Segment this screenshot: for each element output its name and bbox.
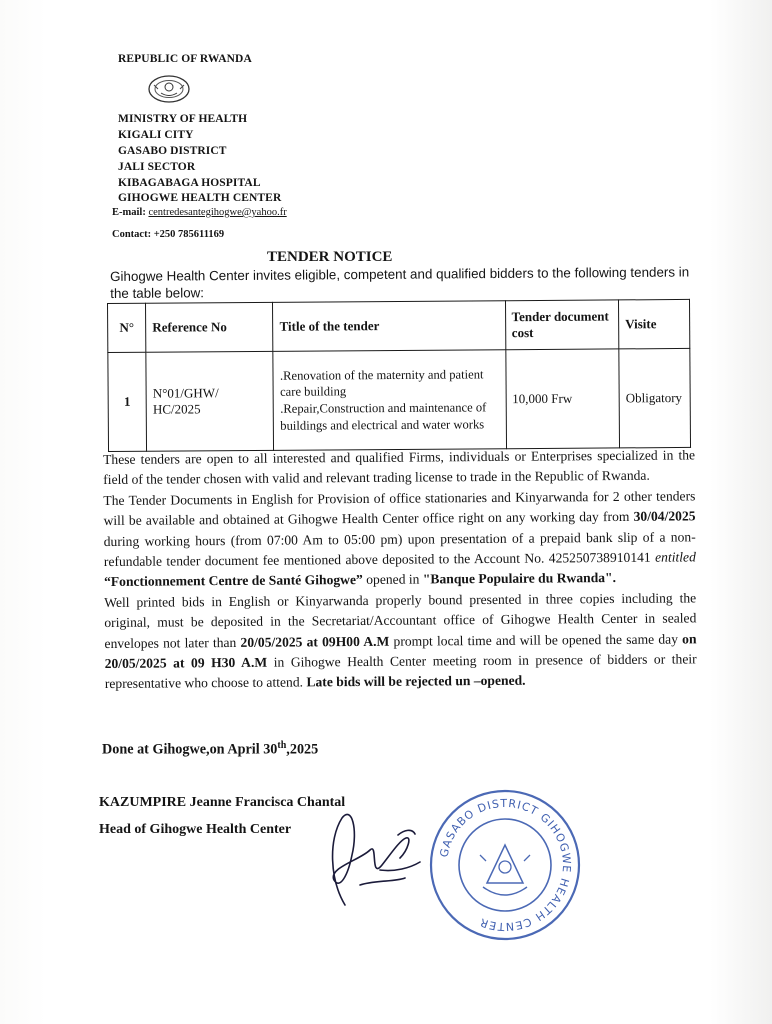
email-link[interactable]: centredesantegihogwe@yahoo.fr <box>148 207 287 218</box>
notice-title: TENDER NOTICE <box>267 249 393 265</box>
header-cost: Tender document cost <box>505 300 619 350</box>
done-at-line: Done at Gihogwe,on April 30th,2025 <box>102 740 319 758</box>
header-no: N° <box>108 303 147 352</box>
header-title: Title of the tender <box>273 301 505 352</box>
availability-date: 30/04/2025 <box>633 508 696 525</box>
tender-table <box>107 299 691 452</box>
contact-line: Contact: +250 785611169 <box>112 229 225 240</box>
opening-time: on 20/05/2025 at 09 H30 A.M <box>104 631 697 672</box>
email-line <box>112 207 287 218</box>
email-label: E-mail: <box>112 207 146 218</box>
center-line: GIHOGWE HEALTH CENTER <box>118 192 282 204</box>
hospital-line: KIBAGABAGA HOSPITAL <box>118 177 261 189</box>
paragraph-documents: The Tender Documents in English for Provision of office stationaries and Kinyarwanda for 2 other tenders will be available and obtained at Gihogwe Health Center office right on any working day from 30/04/2025 during working hours (from 07:00 Am to 05:00 pm) upon presentation of a prepaid bank slip of a non-refundable tender document fee mentioned above deposited to the Account No. 425250738910141 entitled “Fonctionnement Centre de Santé Gihogwe” opened in "Banque Populaire du Rwanda". <box>103 488 696 590</box>
sector-line: JALI SECTOR <box>118 161 196 173</box>
row-cost: 10,000 Frw <box>505 349 619 449</box>
header-visite: Visite <box>619 299 690 348</box>
row-title-line2: .Repair,Construction and maintenance of buildings and electrical and water works <box>280 400 487 433</box>
notice-intro: Gihogwe Health Center invites eligible, competent and qualified bidders to the following tenders in the table below: <box>110 264 690 301</box>
city-line: KIGALI CITY <box>118 129 194 141</box>
paragraph-eligibility: These tenders are open to all interested and qualified Firms, individuals or Enterprises specialized in the field of the tender chosen with valid and relevant trading license to trade in the Republic of Rwanda. <box>103 447 696 488</box>
ministry-line: MINISTRY OF HEALTH <box>118 113 248 125</box>
row-visite: Obligatory <box>619 348 691 447</box>
handwritten-signature <box>300 810 440 910</box>
official-stamp <box>425 785 585 945</box>
notice-body <box>103 445 697 695</box>
account-name: “Fonctionnement Centre de Santé Gihogwe” <box>103 572 363 590</box>
paragraph-submission: Well printed bids in English or Kinyarwanda properly bound presented in three copies including the original, must be deposited in the Secretariat/Accountant office of Gihogwe Health Center in sealed envelopes not later than 20/05/2025 at 09H00 A.M prompt local time and will be opened the same day on 20/05/2025 at 09 H30 A.M in Gihogwe Health Center meeting room in presence of bidders or their representative who choose to attend. Late bids will be rejected un –opened. <box>104 590 697 692</box>
signer-name: KAZUMPIRE Jeanne Francisca Chantal <box>99 795 346 810</box>
table-row <box>108 348 691 451</box>
table-header-row <box>108 299 690 352</box>
row-title-line1: .Renovation of the maternity and patient care building <box>279 367 484 400</box>
district-line: GASABO DISTRICT <box>118 145 227 157</box>
svg-text:GASABO DISTRICT GIHOGWE HEALTH: GASABO DISTRICT GIHOGWE HEALTH CENTER <box>437 796 574 934</box>
rwanda-emblem-icon <box>146 73 192 105</box>
late-bids-warning: Late bids will be rejected un –opened. <box>306 673 526 690</box>
row-no: 1 <box>108 352 147 451</box>
row-reference: N°01/GHW/ HC/2025 <box>146 351 274 451</box>
submission-deadline: 20/05/2025 at 09H00 A.M <box>240 633 390 650</box>
signer-title: Head of Gihogwe Health Center <box>99 822 292 837</box>
row-title <box>273 350 506 451</box>
republic-heading: REPUBLIC OF RWANDA <box>118 53 252 65</box>
bank-name: "Banque Populaire du Rwanda". <box>422 570 617 587</box>
header-reference: Reference No <box>146 302 274 352</box>
